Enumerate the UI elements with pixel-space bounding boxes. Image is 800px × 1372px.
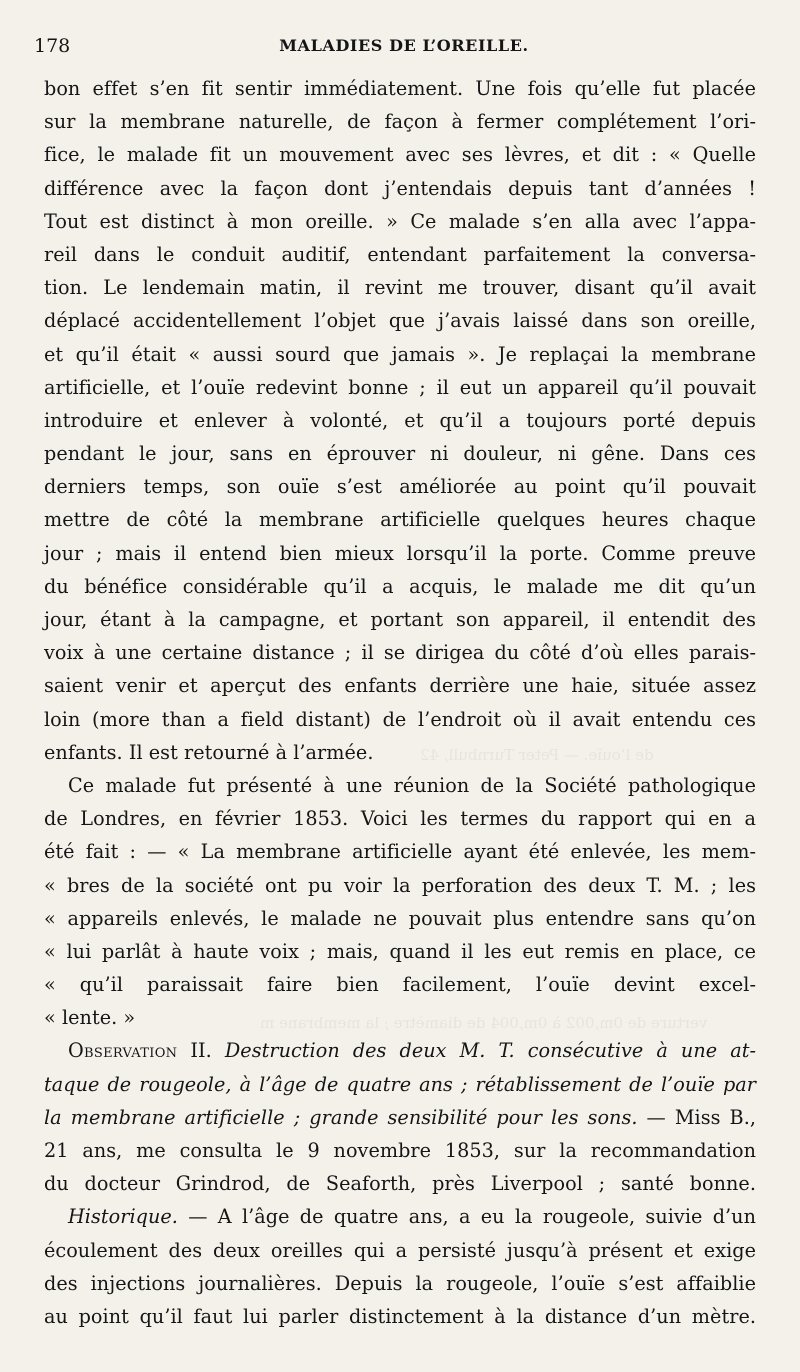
running-title: MALADIES DE L’OREILLE. (279, 36, 529, 55)
text-line: bon effet s’en fit sentir immédiatement. Une fois qu’elle fut placée (44, 77, 756, 100)
historique-line (44, 1200, 756, 1233)
text-line: artificielle, et l’ouïe redevint bonne ; il eut un appareil qu’il pouvait (44, 375, 756, 399)
text-line: loin (more than a field distant) de l’endroit où il avait entendu ces (44, 707, 756, 731)
text-line: saient venir et aperçut des enfants derrière une haie, située assez (44, 674, 756, 698)
show-through-text: de l’ouïe. — Peter Turnbull, 42 (420, 746, 654, 764)
quoted-line: « bres de la société ont pu voir la perforation des deux T. M. ; les (44, 873, 756, 897)
text-line: du docteur Grindrod, de Seaforth, près Liverpool ; santé bonne. (44, 1172, 756, 1196)
text-line: reil dans le conduit auditif, entendant parfaitement la conversa- (44, 242, 756, 266)
quoted-line: « appareils enlevés, le malade ne pouvait plus entendre sans qu’on (44, 906, 756, 930)
text-line: différence avec la façon dont j’entendais depuis tant d’années ! (44, 176, 756, 200)
text-line: des injections journalières. Depuis la rougeole, l’ouïe s’est affaiblie (44, 1271, 756, 1295)
text-line: jour, étant à la campagne, et portant son appareil, il entendit des (44, 608, 756, 631)
paragraph-first-line: Ce malade fut présenté à une réunion de la Société pathologique (68, 773, 756, 797)
text-line: déplacé accidentellement l’objet que j’avais laissé dans son oreille, (44, 309, 756, 333)
text-line: voix à une certaine distance ; il se dirigea du côté d’où elles parais- (44, 641, 756, 665)
quoted-line: « lente. » (44, 1006, 136, 1030)
observation-number: II. (177, 1039, 225, 1063)
page-number: 178 (34, 35, 71, 57)
show-through-text: verture de 0m,002 à 0m,004 de diamètre ; la membrane m (260, 1014, 708, 1032)
text-line: jour ; mais il entend bien mieux lorsqu’il la porte. Comme preuve (44, 541, 756, 565)
text-line: derniers temps, son ouïe s’est améliorée au point qu’il pouvait (44, 475, 756, 499)
text-line: introduire et enlever à volonté, et qu’il a toujours porté depuis (44, 408, 756, 432)
text-line: pendant le jour, sans en éprouver ni douleur, ni gêne. Dans ces (44, 442, 756, 466)
patient-name: — Miss B., (637, 1105, 757, 1129)
observation-title-line (44, 1101, 756, 1134)
observation-title-end: la membrane artificielle ; grande sensibilité pour les sons. (44, 1105, 638, 1129)
text-line: écoulement des deux oreilles qui a persisté jusqu’à présent et exige (44, 1238, 756, 1262)
text-line: 21 ans, me consulta le 9 novembre 1853, sur la recommandation (44, 1139, 756, 1162)
text-line: mettre de côté la membrane artificielle quelques heures chaque (44, 508, 756, 532)
quoted-line: « lui parlât à haute voix ; mais, quand il les eut remis en place, ce (44, 939, 756, 963)
observation-label: Observation (68, 1039, 178, 1063)
text-line: fice, le malade fit un mouvement avec ses lèvres, et dit : « Quelle (44, 143, 756, 167)
quoted-line: « qu’il paraissait faire bien facilement, l’ouïe devint excel- (44, 973, 756, 997)
observation-heading-line (44, 1034, 756, 1067)
text-line: du bénéfice considérable qu’il a acquis, le malade me dit qu’un (44, 574, 756, 598)
historique-label: Historique. (68, 1205, 178, 1229)
text-line: enfants. Il est retourné à l’armée. (44, 740, 374, 764)
page-header (34, 34, 774, 58)
body-text (44, 72, 756, 1333)
text-line: et qu’il était « aussi sourd que jamais ». Je replaçai la membrane (44, 342, 756, 366)
text-line: de Londres, en février 1853. Voici les termes du rapport qui en a (44, 807, 756, 831)
text-line: au point qu’il faut lui parler distinctement à la distance d’un mètre. (44, 1304, 756, 1328)
observation-title-part: Destruction des deux M. T. consécutive à une at- (224, 1039, 756, 1063)
observation-title-line: taque de rougeole, à l’âge de quatre ans ; rétablissement de l’ouïe par (44, 1072, 756, 1096)
historique-text: — A l’âge de quatre ans, a eu la rougeole, suivie d’un (177, 1205, 756, 1229)
text-line: tion. Le lendemain matin, il revint me trouver, disant qu’il avait (44, 276, 756, 300)
text-line: sur la membrane naturelle, de façon à fermer complétement l’ori- (44, 110, 756, 134)
text-line: été fait : — « La membrane artificielle ayant été enlevée, les mem- (44, 840, 756, 864)
text-line: Tout est distinct à mon oreille. » Ce malade s’en alla avec l’appa- (44, 209, 756, 233)
